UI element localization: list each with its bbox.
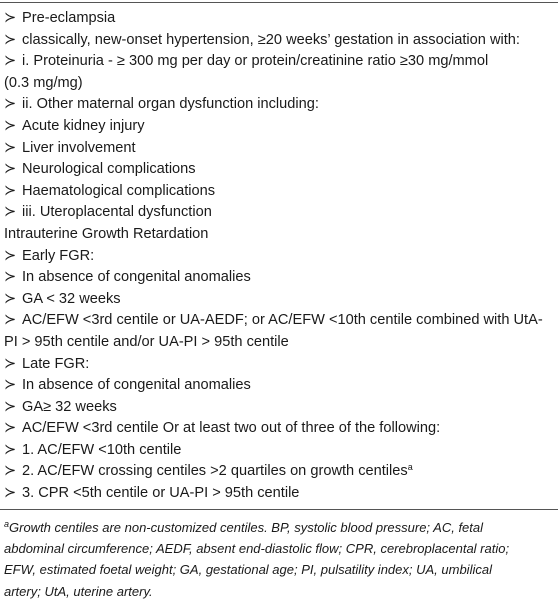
bullet-arrow-icon: ≻ [4,420,17,437]
row-text: Neurological complications [22,161,196,178]
row-text: i. Proteinuria - ≥ 300 mg per day or protein/creatinine ratio ≥30 mg/mmol [22,53,489,70]
bullet-arrow-icon: ≻ [4,31,17,48]
bullet-arrow-icon: ≻ [4,10,17,26]
bullet-arrow-icon: ≻ [4,485,17,502]
row-text: In absence of congenital anomalies [22,377,251,394]
row-text: (0.3 mg/mg) [4,74,83,91]
table-row [4,354,556,376]
row-text: Acute kidney injury [22,117,145,134]
bullet-arrow-icon: ≻ [4,290,17,307]
bullet-arrow-icon: ≻ [4,269,17,286]
footnote-text: artery; UtA, uterine artery. [4,583,153,599]
table-row [4,159,556,181]
table-row [4,138,556,160]
row-text: Early FGR: [22,247,95,264]
table-row [4,224,556,246]
table-row [4,375,556,397]
row-text: 2. AC/EFW crossing centiles >2 quartiles on growth centiles [22,463,408,480]
bullet-arrow-icon: ≻ [4,355,17,372]
table-row [4,8,556,30]
table-row [4,483,556,505]
footnote-text: Growth centiles are non-customized centiles. BP, systolic blood pressure; AC, fetal [9,520,484,535]
row-text: AC/EFW <3rd centile Or at least two out of three of the following: [22,420,441,437]
table-row [4,267,556,289]
table-row [4,246,556,268]
row-text: ii. Other maternal organ dysfunction including: [22,96,319,113]
table-row [4,310,556,332]
table-row [4,289,556,311]
table-footnote [4,517,556,602]
table-row [4,73,556,95]
table-row [4,30,556,52]
table-row [4,397,556,419]
bullet-arrow-icon: ≻ [4,204,17,221]
row-text: AC/EFW <3rd centile or UA-AEDF; or AC/EFW <10th centile combined with UtA- [22,312,543,329]
bullet-arrow-icon: ≻ [4,377,17,394]
row-text: Late FGR: [22,355,90,372]
footnote-line [4,581,556,602]
row-text: Haematological complications [22,182,216,199]
table-row [4,461,556,483]
row-text: Pre-eclampsia [22,10,116,26]
footnote-line [4,559,556,580]
row-text: 1. AC/EFW <10th centile [22,441,182,458]
bullet-arrow-icon: ≻ [4,182,17,199]
table-body [4,8,556,505]
table-row [4,202,556,224]
row-text: iii. Uteroplacental dysfunction [22,204,212,221]
bullet-arrow-icon: ≻ [4,117,17,134]
table-row [4,116,556,138]
table-row [4,440,556,462]
row-text: PI > 95th centile and/or UA-PI > 95th centile [4,333,289,350]
bullet-arrow-icon: ≻ [4,139,17,156]
row-text: In absence of congenital anomalies [22,269,251,286]
bullet-arrow-icon: ≻ [4,96,17,113]
footnote-marker: a [407,462,413,473]
footnote-marker: a [4,519,10,529]
bullet-arrow-icon: ≻ [4,247,17,264]
bullet-arrow-icon: ≻ [4,53,17,70]
table-row [4,51,556,73]
row-text: 3. CPR <5th centile or UA-PI > 95th centile [22,485,300,502]
row-text: GA < 32 weeks [22,290,121,307]
bullet-arrow-icon: ≻ [4,441,17,458]
bullet-arrow-icon: ≻ [4,161,17,178]
footnote-text: abdominal circumference; AEDF, absent end-diastolic flow; CPR, cerebroplacental ratio; [4,541,510,557]
row-text: Liver involvement [22,139,136,156]
footnote-text: EFW, estimated foetal weight; GA, gestational age; PI, pulsatility index; UA, umbilical [4,562,492,578]
bullet-arrow-icon: ≻ [4,312,17,329]
table-row [4,332,556,354]
table-row [4,94,556,116]
footnote-line [4,517,556,538]
row-text: classically, new-onset hypertension, ≥20 weeks’ gestation in association with: [22,31,520,48]
row-text: GA≥ 32 weeks [22,398,117,415]
table-top-rule [0,2,558,3]
footnote-line [4,538,556,559]
table-row [4,181,556,203]
bullet-arrow-icon: ≻ [4,398,17,415]
bullet-arrow-icon: ≻ [4,463,17,480]
table-bottom-rule [0,509,558,510]
table-row [4,418,556,440]
row-text: Intrauterine Growth Retardation [4,225,209,242]
